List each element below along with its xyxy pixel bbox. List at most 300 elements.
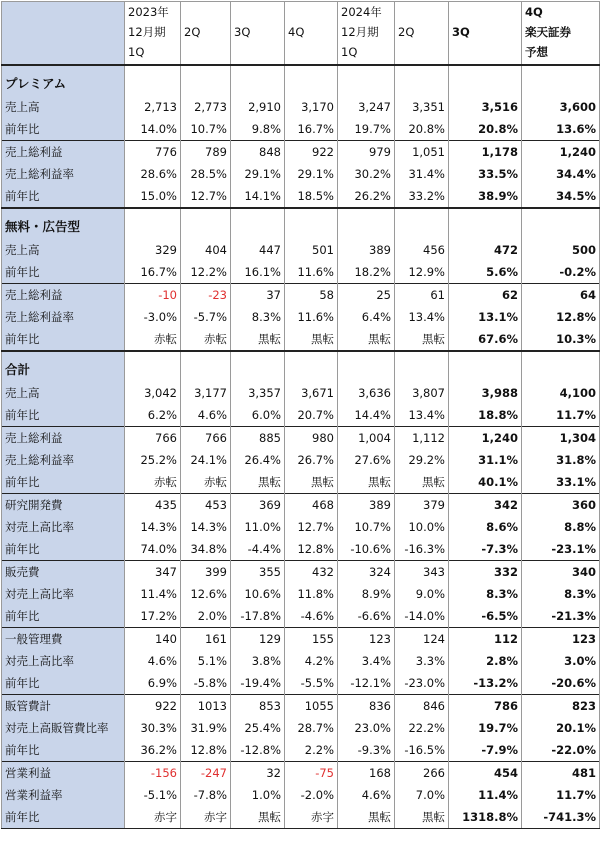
header-row bbox=[2, 2, 600, 66]
value-cell: 3,042 bbox=[125, 382, 181, 404]
value-cell: 6.4% bbox=[338, 306, 395, 328]
table-row bbox=[2, 404, 600, 427]
value-cell: -12.8% bbox=[231, 739, 285, 762]
value-cell: 776 bbox=[125, 141, 181, 164]
table-row bbox=[2, 471, 600, 494]
value-cell: 3,170 bbox=[285, 96, 338, 118]
value-cell: 11.4% bbox=[449, 784, 522, 806]
row-label: 売上総利益 bbox=[2, 427, 125, 450]
value-cell: 500 bbox=[522, 239, 600, 261]
table-row bbox=[2, 583, 600, 605]
section-empty-cell bbox=[231, 351, 285, 382]
row-label: 対売上高比率 bbox=[2, 583, 125, 605]
header-line: 1Q bbox=[128, 45, 145, 59]
section-title: 無料・広告型 bbox=[2, 208, 125, 239]
section-empty-cell bbox=[449, 208, 522, 239]
value-cell: 14.3% bbox=[125, 516, 181, 538]
header-corner-cell bbox=[2, 2, 125, 66]
header-cell-col-2 bbox=[181, 2, 231, 66]
row-label: 販管費計 bbox=[2, 695, 125, 718]
value-cell: 6.0% bbox=[231, 404, 285, 427]
table-row bbox=[2, 118, 600, 141]
value-cell: 1,051 bbox=[395, 141, 449, 164]
value-cell: 789 bbox=[181, 141, 231, 164]
value-cell: 15.0% bbox=[125, 185, 181, 208]
value-cell: -23 bbox=[181, 284, 231, 307]
value-cell: 1,112 bbox=[395, 427, 449, 450]
section-empty-cell bbox=[338, 208, 395, 239]
header-cell-col-7 bbox=[449, 2, 522, 66]
value-cell: 25.2% bbox=[125, 449, 181, 471]
value-cell: 26.7% bbox=[285, 449, 338, 471]
value-cell: 823 bbox=[522, 695, 600, 718]
value-cell: 19.7% bbox=[449, 717, 522, 739]
value-cell: -17.8% bbox=[231, 605, 285, 628]
value-cell: -2.0% bbox=[285, 784, 338, 806]
header-line: 3Q bbox=[234, 25, 251, 39]
value-cell: 1013 bbox=[181, 695, 231, 718]
value-cell: 12.8% bbox=[522, 306, 600, 328]
value-cell: 3,177 bbox=[181, 382, 231, 404]
value-cell: 20.8% bbox=[395, 118, 449, 141]
value-cell: 31.1% bbox=[449, 449, 522, 471]
table-body bbox=[2, 65, 600, 829]
value-cell: -4.6% bbox=[285, 605, 338, 628]
value-cell: 404 bbox=[181, 239, 231, 261]
value-cell: 12.8% bbox=[285, 538, 338, 561]
value-cell: 31.8% bbox=[522, 449, 600, 471]
value-cell: 848 bbox=[231, 141, 285, 164]
value-cell: 58 bbox=[285, 284, 338, 307]
table-row bbox=[2, 784, 600, 806]
value-cell: -5.8% bbox=[181, 672, 231, 695]
section-empty-cell bbox=[338, 65, 395, 96]
value-cell: 62 bbox=[449, 284, 522, 307]
value-cell: 32 bbox=[231, 762, 285, 785]
value-cell: 324 bbox=[338, 561, 395, 584]
row-label: 売上総利益率 bbox=[2, 163, 125, 185]
value-cell: 34.5% bbox=[522, 185, 600, 208]
row-label: 前年比 bbox=[2, 806, 125, 829]
section-empty-cell bbox=[285, 208, 338, 239]
value-cell: -4.4% bbox=[231, 538, 285, 561]
value-cell: 1055 bbox=[285, 695, 338, 718]
value-cell: 33.1% bbox=[522, 471, 600, 494]
value-cell: -10.6% bbox=[338, 538, 395, 561]
value-cell: 168 bbox=[338, 762, 395, 785]
header-cell-col-6 bbox=[395, 2, 449, 66]
header-line: 2Q bbox=[398, 25, 415, 39]
table-row bbox=[2, 695, 600, 718]
value-cell: 836 bbox=[338, 695, 395, 718]
row-label: 前年比 bbox=[2, 185, 125, 208]
value-cell: 2,773 bbox=[181, 96, 231, 118]
value-cell: -21.3% bbox=[522, 605, 600, 628]
value-cell: 12.7% bbox=[285, 516, 338, 538]
row-label: 前年比 bbox=[2, 672, 125, 695]
value-cell: 11.4% bbox=[125, 583, 181, 605]
value-cell: 20.1% bbox=[522, 717, 600, 739]
value-cell: 20.7% bbox=[285, 404, 338, 427]
header-line: 2024年 bbox=[341, 5, 382, 19]
value-cell: 4.6% bbox=[181, 404, 231, 427]
value-cell: 25.4% bbox=[231, 717, 285, 739]
value-cell: 30.2% bbox=[338, 163, 395, 185]
value-cell: 5.1% bbox=[181, 650, 231, 672]
table-row bbox=[2, 806, 600, 829]
row-label: 対売上高販管費比率 bbox=[2, 717, 125, 739]
row-label: 前年比 bbox=[2, 538, 125, 561]
value-cell: 123 bbox=[338, 628, 395, 651]
value-cell: 8.9% bbox=[338, 583, 395, 605]
section-empty-cell bbox=[231, 65, 285, 96]
value-cell: 14.1% bbox=[231, 185, 285, 208]
value-cell: 8.6% bbox=[449, 516, 522, 538]
value-cell: 22.2% bbox=[395, 717, 449, 739]
value-cell: 赤転 bbox=[181, 471, 231, 494]
value-cell: -741.3% bbox=[522, 806, 600, 829]
value-cell: 6.9% bbox=[125, 672, 181, 695]
value-cell: 501 bbox=[285, 239, 338, 261]
value-cell: 27.6% bbox=[338, 449, 395, 471]
value-cell: 3,351 bbox=[395, 96, 449, 118]
value-cell: 456 bbox=[395, 239, 449, 261]
section-empty-cell bbox=[181, 351, 231, 382]
value-cell: 9.0% bbox=[395, 583, 449, 605]
table-row bbox=[2, 141, 600, 164]
value-cell: 129 bbox=[231, 628, 285, 651]
value-cell: -13.2% bbox=[449, 672, 522, 695]
value-cell: 399 bbox=[181, 561, 231, 584]
value-cell: 1,178 bbox=[449, 141, 522, 164]
value-cell: 922 bbox=[285, 141, 338, 164]
value-cell: 33.5% bbox=[449, 163, 522, 185]
table-row bbox=[2, 284, 600, 307]
value-cell: 6.2% bbox=[125, 404, 181, 427]
value-cell: 36.2% bbox=[125, 739, 181, 762]
row-label: 営業利益 bbox=[2, 762, 125, 785]
value-cell: 4.6% bbox=[338, 784, 395, 806]
value-cell: 赤転 bbox=[125, 471, 181, 494]
value-cell: 3,636 bbox=[338, 382, 395, 404]
value-cell: 2,713 bbox=[125, 96, 181, 118]
value-cell: 11.6% bbox=[285, 261, 338, 284]
section-header-row bbox=[2, 65, 600, 96]
row-label: 前年比 bbox=[2, 261, 125, 284]
value-cell: 347 bbox=[125, 561, 181, 584]
value-cell: 4,100 bbox=[522, 382, 600, 404]
value-cell: 14.0% bbox=[125, 118, 181, 141]
value-cell: 33.2% bbox=[395, 185, 449, 208]
header-cell-col-3 bbox=[231, 2, 285, 66]
value-cell: 13.1% bbox=[449, 306, 522, 328]
value-cell: 16.1% bbox=[231, 261, 285, 284]
table-row bbox=[2, 672, 600, 695]
value-cell: 343 bbox=[395, 561, 449, 584]
value-cell: -75 bbox=[285, 762, 338, 785]
row-label: 前年比 bbox=[2, 328, 125, 351]
value-cell: 29.2% bbox=[395, 449, 449, 471]
table-row bbox=[2, 427, 600, 450]
value-cell: -16.3% bbox=[395, 538, 449, 561]
value-cell: 10.0% bbox=[395, 516, 449, 538]
value-cell: 31.4% bbox=[395, 163, 449, 185]
value-cell: 40.1% bbox=[449, 471, 522, 494]
value-cell: 3,516 bbox=[449, 96, 522, 118]
header-line: 12月期 bbox=[128, 25, 166, 39]
value-cell: 9.8% bbox=[231, 118, 285, 141]
value-cell: 979 bbox=[338, 141, 395, 164]
table-row bbox=[2, 239, 600, 261]
section-title: 合計 bbox=[2, 351, 125, 382]
value-cell: 赤字 bbox=[285, 806, 338, 829]
row-label: 売上高 bbox=[2, 96, 125, 118]
header-line: 2Q bbox=[184, 25, 201, 39]
value-cell: 12.8% bbox=[181, 739, 231, 762]
table-row bbox=[2, 516, 600, 538]
table-row bbox=[2, 717, 600, 739]
value-cell: 12.7% bbox=[181, 185, 231, 208]
value-cell: -5.5% bbox=[285, 672, 338, 695]
value-cell: 24.1% bbox=[181, 449, 231, 471]
value-cell: 112 bbox=[449, 628, 522, 651]
header-cell-col-1 bbox=[125, 2, 181, 66]
value-cell: 766 bbox=[181, 427, 231, 450]
value-cell: 379 bbox=[395, 494, 449, 517]
row-label: 一般管理費 bbox=[2, 628, 125, 651]
row-label: 前年比 bbox=[2, 118, 125, 141]
value-cell: 黒転 bbox=[285, 471, 338, 494]
value-cell: 266 bbox=[395, 762, 449, 785]
value-cell: 23.0% bbox=[338, 717, 395, 739]
value-cell: 369 bbox=[231, 494, 285, 517]
value-cell: 67.6% bbox=[449, 328, 522, 351]
value-cell: 28.5% bbox=[181, 163, 231, 185]
value-cell: 28.6% bbox=[125, 163, 181, 185]
header-cell-col-5 bbox=[338, 2, 395, 66]
value-cell: 161 bbox=[181, 628, 231, 651]
value-cell: 16.7% bbox=[285, 118, 338, 141]
value-cell: -247 bbox=[181, 762, 231, 785]
value-cell: 3.3% bbox=[395, 650, 449, 672]
value-cell: 29.1% bbox=[231, 163, 285, 185]
table-row bbox=[2, 739, 600, 762]
section-empty-cell bbox=[231, 208, 285, 239]
table-row bbox=[2, 96, 600, 118]
section-empty-cell bbox=[395, 208, 449, 239]
value-cell: 340 bbox=[522, 561, 600, 584]
header-cell-col-8 bbox=[522, 2, 600, 66]
value-cell: 黒転 bbox=[395, 806, 449, 829]
value-cell: -7.9% bbox=[449, 739, 522, 762]
value-cell: 435 bbox=[125, 494, 181, 517]
row-label: 売上総利益 bbox=[2, 284, 125, 307]
value-cell: -5.1% bbox=[125, 784, 181, 806]
table-row bbox=[2, 306, 600, 328]
value-cell: 3,988 bbox=[449, 382, 522, 404]
value-cell: -5.7% bbox=[181, 306, 231, 328]
row-label: 前年比 bbox=[2, 739, 125, 762]
value-cell: 123 bbox=[522, 628, 600, 651]
value-cell: -156 bbox=[125, 762, 181, 785]
value-cell: 7.0% bbox=[395, 784, 449, 806]
row-label: 売上総利益率 bbox=[2, 306, 125, 328]
value-cell: -10 bbox=[125, 284, 181, 307]
value-cell: 74.0% bbox=[125, 538, 181, 561]
value-cell: 11.8% bbox=[285, 583, 338, 605]
value-cell: 38.9% bbox=[449, 185, 522, 208]
value-cell: 481 bbox=[522, 762, 600, 785]
value-cell: 3.0% bbox=[522, 650, 600, 672]
value-cell: 黒転 bbox=[231, 806, 285, 829]
header-line: 4Q bbox=[288, 25, 305, 39]
value-cell: 黒転 bbox=[231, 471, 285, 494]
table-row bbox=[2, 605, 600, 628]
section-empty-cell bbox=[522, 208, 600, 239]
value-cell: 3,807 bbox=[395, 382, 449, 404]
value-cell: 2.8% bbox=[449, 650, 522, 672]
value-cell: 64 bbox=[522, 284, 600, 307]
value-cell: 447 bbox=[231, 239, 285, 261]
value-cell: 8.8% bbox=[522, 516, 600, 538]
value-cell: 13.6% bbox=[522, 118, 600, 141]
header-line: 3Q bbox=[452, 25, 470, 39]
section-empty-cell bbox=[522, 65, 600, 96]
value-cell: 155 bbox=[285, 628, 338, 651]
header-line: 4Q bbox=[525, 5, 543, 19]
value-cell: 13.4% bbox=[395, 404, 449, 427]
value-cell: 786 bbox=[449, 695, 522, 718]
value-cell: -12.1% bbox=[338, 672, 395, 695]
value-cell: 389 bbox=[338, 494, 395, 517]
value-cell: 2.0% bbox=[181, 605, 231, 628]
value-cell: 20.8% bbox=[449, 118, 522, 141]
row-label: 研究開発費 bbox=[2, 494, 125, 517]
value-cell: 140 bbox=[125, 628, 181, 651]
value-cell: -7.8% bbox=[181, 784, 231, 806]
row-label: 販売費 bbox=[2, 561, 125, 584]
value-cell: 18.5% bbox=[285, 185, 338, 208]
value-cell: 8.3% bbox=[231, 306, 285, 328]
value-cell: 12.6% bbox=[181, 583, 231, 605]
value-cell: 922 bbox=[125, 695, 181, 718]
value-cell: 赤転 bbox=[181, 328, 231, 351]
financial-results-table bbox=[1, 1, 600, 829]
value-cell: 黒転 bbox=[395, 328, 449, 351]
row-label: 前年比 bbox=[2, 404, 125, 427]
value-cell: -20.6% bbox=[522, 672, 600, 695]
value-cell: 885 bbox=[231, 427, 285, 450]
value-cell: 980 bbox=[285, 427, 338, 450]
value-cell: -14.0% bbox=[395, 605, 449, 628]
header-line: 予想 bbox=[525, 45, 548, 59]
value-cell: 355 bbox=[231, 561, 285, 584]
value-cell: 846 bbox=[395, 695, 449, 718]
value-cell: -6.5% bbox=[449, 605, 522, 628]
value-cell: 360 bbox=[522, 494, 600, 517]
row-label: 売上高 bbox=[2, 382, 125, 404]
table-row bbox=[2, 494, 600, 517]
value-cell: 赤字 bbox=[181, 806, 231, 829]
value-cell: 453 bbox=[181, 494, 231, 517]
table-row bbox=[2, 261, 600, 284]
value-cell: 332 bbox=[449, 561, 522, 584]
value-cell: -23.0% bbox=[395, 672, 449, 695]
table-row bbox=[2, 449, 600, 471]
value-cell: -22.0% bbox=[522, 739, 600, 762]
value-cell: 432 bbox=[285, 561, 338, 584]
value-cell: 黒転 bbox=[338, 806, 395, 829]
section-empty-cell bbox=[125, 351, 181, 382]
value-cell: 赤字 bbox=[125, 806, 181, 829]
table-header bbox=[2, 2, 600, 66]
value-cell: 1,004 bbox=[338, 427, 395, 450]
value-cell: 31.9% bbox=[181, 717, 231, 739]
value-cell: 18.2% bbox=[338, 261, 395, 284]
value-cell: 61 bbox=[395, 284, 449, 307]
value-cell: 342 bbox=[449, 494, 522, 517]
value-cell: 2,910 bbox=[231, 96, 285, 118]
section-empty-cell bbox=[181, 65, 231, 96]
header-line: 楽天証券 bbox=[525, 25, 571, 39]
section-empty-cell bbox=[125, 208, 181, 239]
value-cell: 25 bbox=[338, 284, 395, 307]
value-cell: 29.1% bbox=[285, 163, 338, 185]
value-cell: 124 bbox=[395, 628, 449, 651]
value-cell: 468 bbox=[285, 494, 338, 517]
section-empty-cell bbox=[395, 351, 449, 382]
row-label: 対売上高比率 bbox=[2, 650, 125, 672]
section-empty-cell bbox=[181, 208, 231, 239]
value-cell: 3.4% bbox=[338, 650, 395, 672]
section-empty-cell bbox=[285, 351, 338, 382]
value-cell: 37 bbox=[231, 284, 285, 307]
value-cell: 3,600 bbox=[522, 96, 600, 118]
value-cell: 389 bbox=[338, 239, 395, 261]
value-cell: 766 bbox=[125, 427, 181, 450]
value-cell: -0.2% bbox=[522, 261, 600, 284]
value-cell: -9.3% bbox=[338, 739, 395, 762]
value-cell: 10.7% bbox=[338, 516, 395, 538]
row-label: 営業利益率 bbox=[2, 784, 125, 806]
section-empty-cell bbox=[449, 65, 522, 96]
value-cell: 10.3% bbox=[522, 328, 600, 351]
value-cell: 34.4% bbox=[522, 163, 600, 185]
table-row bbox=[2, 650, 600, 672]
value-cell: 4.6% bbox=[125, 650, 181, 672]
table-row bbox=[2, 762, 600, 785]
value-cell: 黒転 bbox=[338, 328, 395, 351]
value-cell: -19.4% bbox=[231, 672, 285, 695]
section-empty-cell bbox=[522, 351, 600, 382]
value-cell: 1318.8% bbox=[449, 806, 522, 829]
section-empty-cell bbox=[338, 351, 395, 382]
value-cell: 5.6% bbox=[449, 261, 522, 284]
row-label: 前年比 bbox=[2, 605, 125, 628]
value-cell: 19.7% bbox=[338, 118, 395, 141]
section-empty-cell bbox=[449, 351, 522, 382]
value-cell: 8.3% bbox=[522, 583, 600, 605]
table-row bbox=[2, 163, 600, 185]
value-cell: 8.3% bbox=[449, 583, 522, 605]
row-label: 売上総利益率 bbox=[2, 449, 125, 471]
financial-table-container bbox=[1, 1, 599, 829]
value-cell: 14.4% bbox=[338, 404, 395, 427]
value-cell: 16.7% bbox=[125, 261, 181, 284]
value-cell: -7.3% bbox=[449, 538, 522, 561]
value-cell: 3,357 bbox=[231, 382, 285, 404]
table-row bbox=[2, 382, 600, 404]
